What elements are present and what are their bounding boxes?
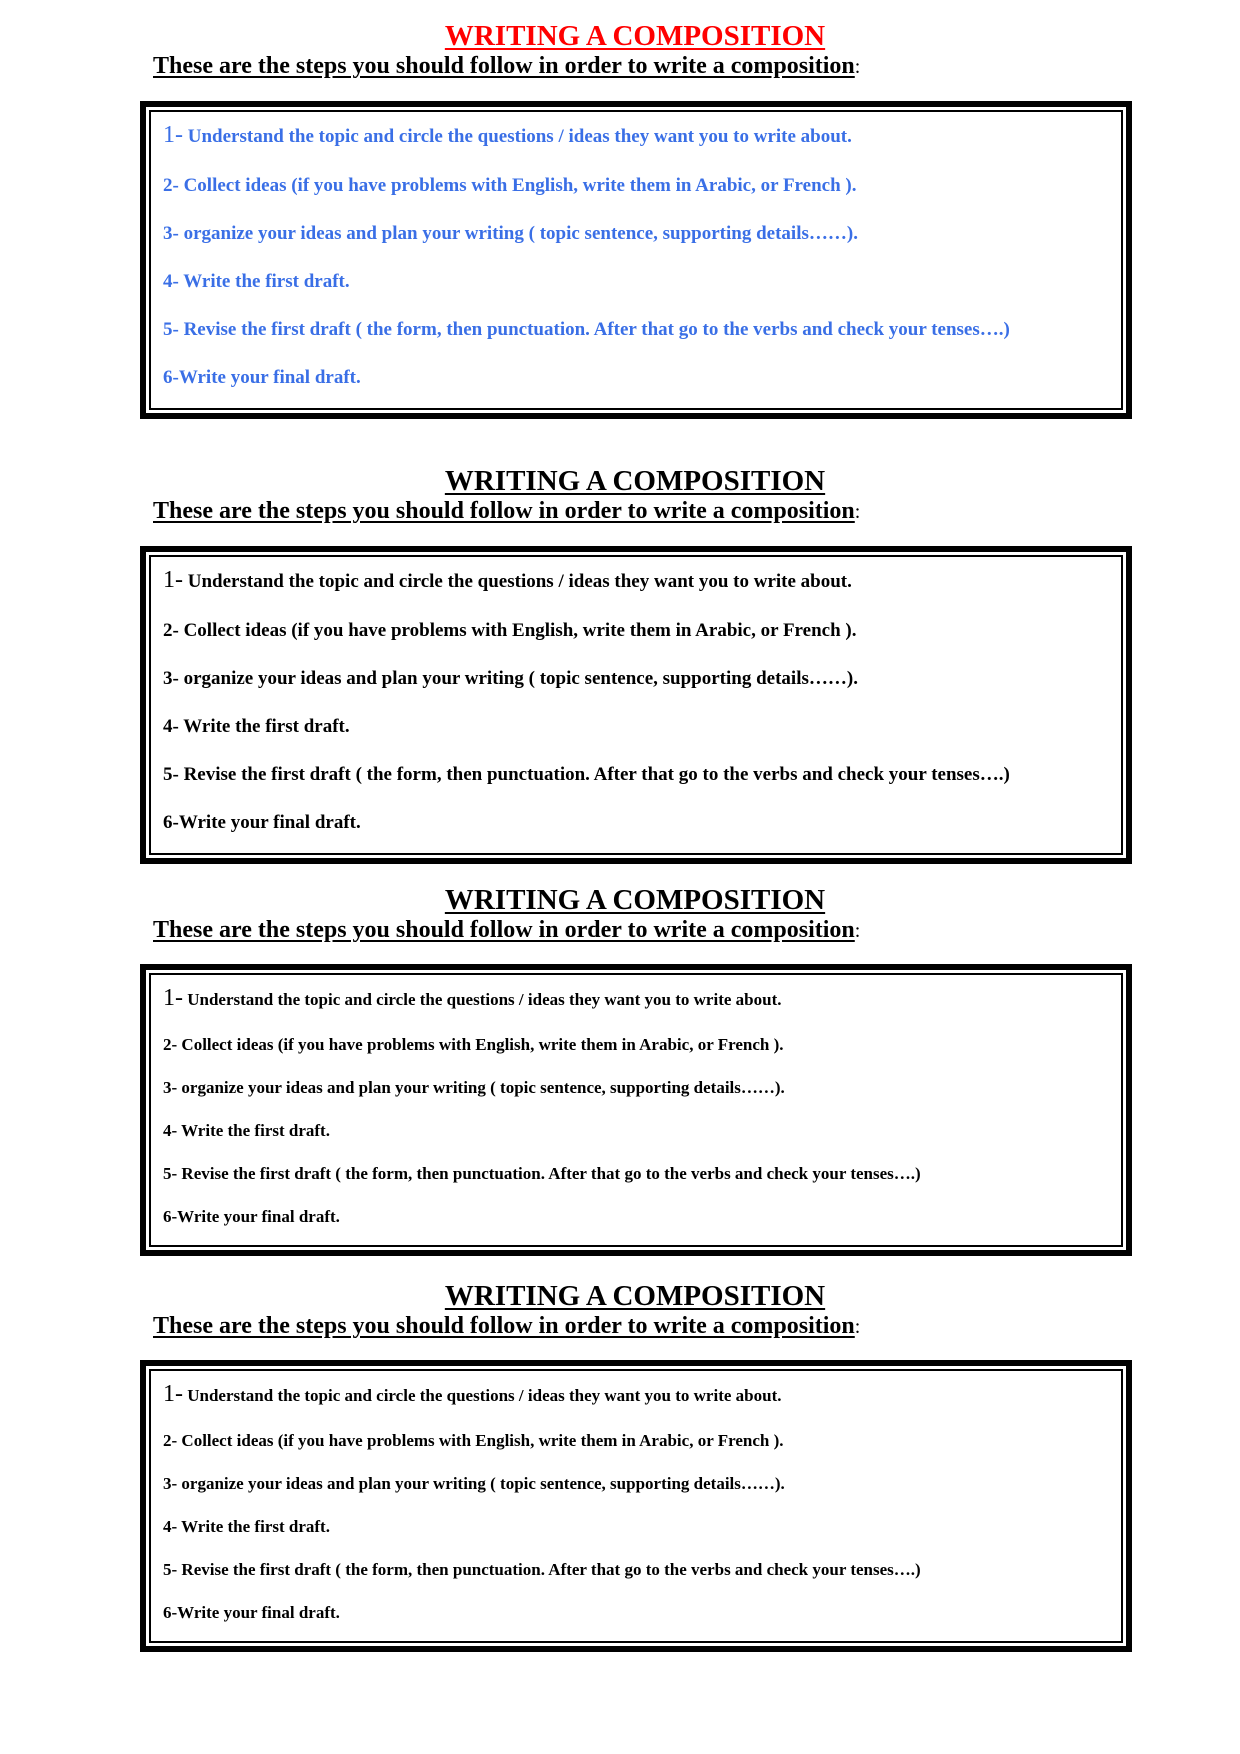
step-3: 3- organize your ideas and plan your writing ( topic sentence, supporting details……). [163, 223, 858, 244]
step-5: 5- Revise the first draft ( the form, then punctuation. After that go to the verbs and check your tenses….) [163, 764, 1010, 785]
section-subtitle [153, 497, 860, 526]
step-number: 1- [163, 567, 183, 593]
step-4: 4- Write the first draft. [163, 1517, 330, 1536]
step-2: 2- Collect ideas (if you have problems with English, write them in Arabic, or French ). [163, 175, 857, 196]
step-4: 4- Write the first draft. [163, 271, 350, 292]
section-title: WRITING A COMPOSITION [444, 1280, 826, 1312]
step-3: 3- organize your ideas and plan your writing ( topic sentence, supporting details……). [163, 1474, 785, 1493]
step-1 [163, 1381, 781, 1408]
subtitle-text: These are the steps you should follow in order to write a composition [153, 498, 855, 524]
step-1 [163, 985, 781, 1012]
steps-box [140, 964, 1132, 1256]
step-6: 6-Write your final draft. [163, 812, 361, 833]
step-5: 5- Revise the first draft ( the form, then punctuation. After that go to the verbs and check your tenses….) [163, 319, 1010, 340]
subtitle-text: These are the steps you should follow in order to write a composition [153, 917, 855, 943]
step-4: 4- Write the first draft. [163, 1121, 330, 1140]
step-text: Understand the topic and circle the questions / ideas they want you to write about. [183, 1386, 782, 1405]
step-5: 5- Revise the first draft ( the form, then punctuation. After that go to the verbs and check your tenses….) [163, 1164, 921, 1183]
steps-box [140, 546, 1132, 864]
step-4: 4- Write the first draft. [163, 716, 350, 737]
step-number: 1- [163, 122, 183, 148]
steps-box-inner [149, 973, 1123, 1247]
step-1 [163, 122, 852, 149]
step-6: 6-Write your final draft. [163, 367, 361, 388]
section-title: WRITING A COMPOSITION [444, 465, 826, 497]
subtitle-text: These are the steps you should follow in order to write a composition [153, 53, 855, 79]
step-6: 6-Write your final draft. [163, 1207, 340, 1226]
section-title: WRITING A COMPOSITION [444, 884, 826, 916]
steps-box [140, 101, 1132, 419]
section-subtitle [153, 1312, 860, 1341]
subtitle-colon: : [854, 1316, 861, 1338]
subtitle-colon: : [854, 56, 861, 78]
step-2: 2- Collect ideas (if you have problems with English, write them in Arabic, or French ). [163, 1431, 784, 1450]
step-3: 3- organize your ideas and plan your writing ( topic sentence, supporting details……). [163, 668, 858, 689]
step-number: 1- [163, 985, 183, 1011]
section-title: WRITING A COMPOSITION [444, 20, 826, 52]
step-text: Understand the topic and circle the questions / ideas they want you to write about. [183, 990, 782, 1009]
subtitle-colon: : [854, 920, 861, 942]
step-5: 5- Revise the first draft ( the form, then punctuation. After that go to the verbs and check your tenses….) [163, 1560, 921, 1579]
step-1 [163, 567, 852, 594]
section-subtitle [153, 52, 860, 81]
steps-box-inner [149, 555, 1123, 855]
steps-box-inner [149, 1369, 1123, 1643]
step-3: 3- organize your ideas and plan your writing ( topic sentence, supporting details……). [163, 1078, 785, 1097]
step-2: 2- Collect ideas (if you have problems with English, write them in Arabic, or French ). [163, 620, 857, 641]
subtitle-colon: : [854, 501, 861, 523]
step-number: 1- [163, 1381, 183, 1407]
step-text: Understand the topic and circle the questions / ideas they want you to write about. [183, 571, 852, 592]
step-2: 2- Collect ideas (if you have problems with English, write them in Arabic, or French ). [163, 1035, 784, 1054]
subtitle-text: These are the steps you should follow in order to write a composition [153, 1313, 855, 1339]
section-subtitle [153, 916, 860, 945]
steps-box-inner [149, 110, 1123, 410]
step-6: 6-Write your final draft. [163, 1603, 340, 1622]
steps-box [140, 1360, 1132, 1652]
step-text: Understand the topic and circle the questions / ideas they want you to write about. [183, 126, 852, 147]
